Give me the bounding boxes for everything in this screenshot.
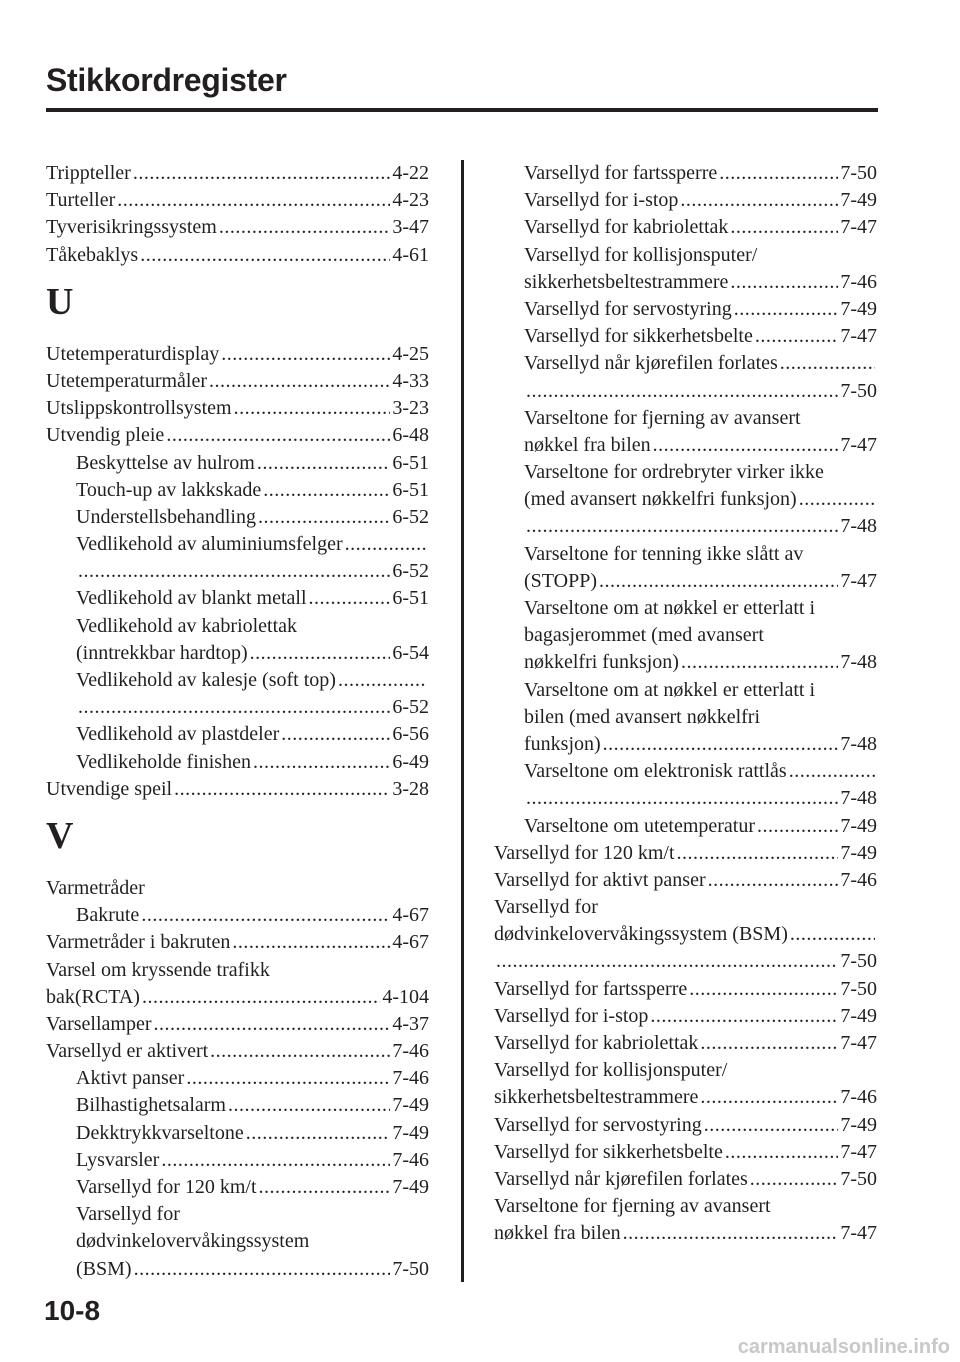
- dot-leader: [221, 341, 390, 368]
- dot-leader: [780, 350, 875, 377]
- entry-label: Tyverisikringssystem: [46, 216, 217, 239]
- dot-leader: [253, 749, 390, 776]
- index-entry: [46, 957, 429, 984]
- entry-label: Bakrute: [76, 904, 140, 927]
- index-subentry: [46, 640, 429, 667]
- column-divider: [461, 160, 464, 1282]
- entry-label: bilen (med avansert nøkkelfri: [524, 705, 761, 728]
- entry-label: Varseltone for fjerning av avansert: [524, 406, 801, 429]
- dot-leader: [142, 984, 380, 1011]
- index-subentry: [494, 323, 877, 350]
- index-subentry: [46, 613, 429, 640]
- dot-leader: [246, 1120, 391, 1147]
- entry-label: Tåkebaklys: [46, 243, 139, 266]
- page-reference: 4-67: [392, 904, 429, 927]
- entry-label: Varsellyd for: [494, 896, 598, 919]
- entry-label: Turteller: [46, 189, 116, 212]
- dot-leader: [757, 813, 838, 840]
- entry-label: (inntrekkbar hardtop): [76, 641, 248, 664]
- dot-leader: [789, 758, 875, 785]
- dot-leader: [755, 323, 839, 350]
- entry-label: Varseltone om utetemperatur: [524, 814, 756, 837]
- entry-label: Varseltone om at nøkkel er etterlatt i: [524, 597, 816, 619]
- entry-label: Utvendig pleie: [46, 424, 165, 447]
- dot-leader: [599, 568, 838, 595]
- dot-leader: [174, 776, 390, 803]
- page-reference: 7-46: [840, 1086, 877, 1109]
- entry-label: Varseltone for ordrebryter virker ikke: [524, 461, 824, 484]
- index-subentry: [494, 677, 877, 704]
- index-subentry: [494, 785, 877, 812]
- index-entry: [46, 422, 429, 449]
- index-subentry: [46, 531, 429, 558]
- dot-leader: [790, 921, 875, 948]
- dot-leader: [623, 1220, 839, 1247]
- entry-label: bak(RCTA): [46, 985, 140, 1008]
- page-reference: 7-49: [392, 1121, 429, 1144]
- page-reference: 7-47: [840, 1222, 877, 1245]
- page-reference: 3-47: [392, 216, 429, 239]
- page-number: 10-8: [44, 1295, 101, 1326]
- page-reference: 6-51: [392, 587, 429, 610]
- index-entry: [494, 1003, 877, 1030]
- page-reference: 7-49: [840, 814, 877, 837]
- entry-label: Varseltone om at nøkkel er etterlatt i: [524, 678, 816, 701]
- page-reference: 7-46: [392, 1148, 429, 1171]
- entry-label: Vedlikehold av blankt metall: [76, 587, 307, 610]
- dot-leader: [209, 368, 390, 395]
- index-subentry: [494, 541, 877, 568]
- dot-leader: [250, 640, 391, 667]
- dot-leader: [680, 187, 838, 214]
- entry-label: Vedlikeholde finishen: [76, 750, 251, 773]
- index-subentry: [46, 1256, 429, 1283]
- index-letter-heading: U: [46, 280, 74, 323]
- entry-label: Varsellyd er aktivert: [46, 1040, 209, 1063]
- entry-label: Varsellyd når kjørefilen forlates: [524, 352, 778, 375]
- index-entry: [46, 341, 429, 368]
- dot-leader: [719, 160, 838, 187]
- dot-leader: [117, 187, 390, 214]
- index-subentry: [494, 568, 877, 595]
- entry-label: Vedlikehold av kalesje (soft top): [76, 669, 336, 691]
- entry-label: nøkkel fra bilen: [524, 433, 651, 456]
- dot-leader: [140, 242, 390, 269]
- entry-label: Varseltone for fjerning av avansert: [494, 1195, 771, 1218]
- entry-label: funksjon): [524, 732, 601, 755]
- watermark: carmanualsonline.info: [737, 1336, 950, 1358]
- index-subentry: [494, 731, 877, 758]
- dot-leader: [258, 504, 390, 531]
- entry-label: nøkkel fra bilen: [494, 1222, 621, 1245]
- index-entry: [46, 395, 429, 422]
- page-reference: 7-46: [840, 270, 877, 293]
- entry-label: Lysvarsler: [76, 1148, 160, 1171]
- entry-label: sikkerhetsbeltestrammere: [524, 270, 729, 293]
- index-subentry: [46, 1120, 429, 1147]
- page-reference: 4-33: [392, 369, 429, 392]
- entry-label: Utetemperaturdisplay: [46, 342, 220, 365]
- page-reference: 6-52: [392, 560, 429, 583]
- page-reference: 7-46: [840, 868, 877, 891]
- dot-leader: [704, 1112, 839, 1139]
- entry-label: Varsellyd for servostyring: [494, 1113, 702, 1136]
- dot-leader: [259, 1174, 391, 1201]
- index-subentry: [494, 459, 877, 486]
- entry-label: Varseltone om elektronisk rattlås: [524, 760, 787, 783]
- entry-label: Varmetråder: [46, 876, 145, 899]
- page-reference: 7-47: [840, 216, 877, 239]
- entry-label: Varsellyd for kollisjonsputer/: [524, 243, 758, 266]
- index-entry: [46, 368, 429, 395]
- index-subentry: [46, 694, 429, 721]
- index-subentry: [494, 704, 877, 731]
- page-reference: 4-25: [392, 342, 429, 365]
- entry-label: dødvinkelovervåkingssystem: [76, 1230, 310, 1253]
- page-reference: 7-50: [840, 162, 877, 184]
- page-reference: 7-50: [840, 977, 877, 1000]
- entry-label: Trippteller: [46, 162, 131, 184]
- index-entry: [494, 894, 877, 921]
- entry-label: Bilhastighetsalarm: [76, 1094, 226, 1117]
- index-subentry: [494, 595, 877, 622]
- page-reference: 7-46: [392, 1040, 429, 1063]
- index-entry: [46, 242, 429, 269]
- entry-label: Varsellyd for fartssperre: [524, 162, 718, 184]
- page-reference: 7-50: [840, 950, 877, 973]
- dot-leader: [234, 395, 391, 422]
- entry-label: Varsellyd for kabriolettak: [494, 1032, 699, 1054]
- index-entry: [46, 929, 429, 956]
- index-column-right: [494, 160, 877, 1248]
- dot-leader: [281, 721, 390, 748]
- index-entry: [494, 1220, 877, 1247]
- page-reference: 3-28: [392, 777, 429, 800]
- index-subentry: [46, 1065, 429, 1092]
- page-reference: 4-67: [392, 931, 429, 954]
- index-entry: [46, 214, 429, 241]
- entry-label: Varmetråder i bakruten: [46, 931, 231, 954]
- page-reference: 7-47: [840, 325, 877, 348]
- dot-leader: [133, 160, 391, 187]
- entry-label: Vedlikehold av plastdeler: [76, 723, 280, 746]
- page-reference: 7-47: [840, 1140, 877, 1163]
- page-reference: 7-49: [392, 1176, 429, 1198]
- index-entry: [494, 948, 877, 975]
- index-subentry: [494, 622, 877, 649]
- page-reference: 7-49: [840, 841, 877, 864]
- entry-label: Dekktrykkvarseltone: [76, 1121, 244, 1144]
- dot-leader: [154, 1011, 391, 1038]
- page-reference: 7-49: [392, 1094, 429, 1117]
- index-subentry: [46, 1147, 429, 1174]
- index-subentry: [494, 242, 877, 269]
- index-subentry: [494, 296, 877, 323]
- dot-leader: [750, 1166, 839, 1193]
- entry-label: Varsellyd for sikkerhetsbelte: [524, 325, 753, 348]
- index-entry: [46, 984, 429, 1011]
- page-reference: 4-104: [382, 985, 429, 1008]
- index-subentry: [494, 432, 877, 459]
- index-entry: [494, 1139, 877, 1166]
- dot-leader: [309, 585, 391, 612]
- index-subentry: [46, 902, 429, 929]
- dot-leader: [257, 450, 390, 477]
- index-subentry: [494, 758, 877, 785]
- index-entry: [494, 1193, 877, 1220]
- index-entry: [494, 840, 877, 867]
- index-subentry: [46, 504, 429, 531]
- page-title: Stikkordregister: [46, 62, 287, 98]
- dot-leader: [338, 667, 427, 694]
- page-reference: 3-23: [392, 397, 429, 420]
- page-reference: 7-49: [840, 189, 877, 212]
- index-subentry: [46, 585, 429, 612]
- entry-label: Varsellyd for 120 km/t: [76, 1176, 257, 1198]
- index-entry: [46, 1038, 429, 1065]
- dot-leader: [700, 1030, 838, 1057]
- page-reference: 7-47: [840, 433, 877, 456]
- page-reference: 7-48: [840, 732, 877, 755]
- index-subentry: [494, 513, 877, 540]
- dot-leader: [677, 840, 839, 867]
- entry-label: bagasjerommet (med avansert: [524, 624, 764, 647]
- index-entry: [46, 160, 429, 187]
- entry-label: Touch-up av lakkskade: [76, 478, 262, 501]
- index-subentry: [494, 214, 877, 241]
- index-subentry: [46, 1174, 429, 1201]
- dot-leader: [263, 477, 390, 504]
- entry-label: Beskyttelse av hulrom: [76, 451, 255, 474]
- entry-label: Varsellyd for sikkerhetsbelte: [494, 1140, 723, 1163]
- entry-label: (med avansert nøkkelfri funksjon): [524, 488, 797, 511]
- index-subentry: [494, 486, 877, 513]
- dot-leader: [232, 929, 390, 956]
- page-reference: 7-47: [840, 569, 877, 592]
- page-reference: 7-48: [840, 515, 877, 538]
- page-reference: 6-52: [392, 505, 429, 528]
- page-reference: 7-50: [392, 1257, 429, 1280]
- dot-leader: [734, 296, 839, 323]
- page-reference: 6-49: [392, 750, 429, 773]
- entry-label: Varsellamper: [46, 1012, 152, 1035]
- index-subentry: [494, 405, 877, 432]
- entry-label: Understellsbehandling: [76, 505, 256, 528]
- entry-label: nøkkelfri funksjon): [524, 651, 679, 674]
- dot-leader: [681, 649, 838, 676]
- dot-leader: [603, 731, 839, 758]
- index-subentry: [494, 269, 877, 296]
- page-reference: 4-61: [392, 243, 429, 266]
- page-reference: 7-49: [840, 297, 877, 320]
- entry-label: Utvendige speil: [46, 777, 173, 800]
- index-subentry: [494, 160, 877, 187]
- index-subentry: [46, 477, 429, 504]
- dot-leader: [161, 1147, 390, 1174]
- dot-leader: [725, 1139, 839, 1166]
- entry-label: Varsellyd for i-stop: [494, 1004, 649, 1027]
- entry-label: Utslippskontrollsystem: [46, 397, 232, 420]
- entry-label: Varsel om kryssende trafikk: [46, 958, 270, 981]
- entry-label: Varsellyd for servostyring: [524, 297, 732, 320]
- dot-leader: [799, 486, 875, 513]
- index-entry: [494, 1057, 877, 1084]
- index-entry: [494, 1030, 877, 1057]
- dot-leader: [496, 948, 838, 975]
- entry-label: Varsellyd for: [76, 1203, 180, 1226]
- entry-label: (BSM): [76, 1257, 132, 1280]
- page-reference: 7-50: [840, 379, 877, 402]
- dot-leader: [526, 785, 838, 812]
- index-entry: [46, 187, 429, 214]
- page-reference: 6-52: [392, 696, 429, 719]
- entry-label: Vedlikehold av aluminiumsfelger: [76, 533, 343, 556]
- dot-leader: [78, 694, 390, 721]
- entry-label: Varsellyd for aktivt panser: [494, 868, 706, 891]
- dot-leader: [228, 1092, 390, 1119]
- index-entry: [46, 875, 429, 902]
- index-subentry: [46, 450, 429, 477]
- entry-label: Varsellyd for kabriolettak: [524, 216, 729, 239]
- page-reference: 6-48: [392, 424, 429, 447]
- page-reference: 4-23: [392, 189, 429, 212]
- page-reference: 7-46: [392, 1067, 429, 1090]
- entry-label: Utetemperaturmåler: [46, 369, 208, 392]
- dot-leader: [219, 214, 391, 241]
- title-rule: [46, 108, 878, 112]
- entry-label: sikkerhetsbeltestrammere: [494, 1086, 699, 1109]
- dot-leader: [708, 867, 839, 894]
- entry-label: Varseltone for tenning ikke slått av: [524, 542, 804, 565]
- page-reference: 7-49: [840, 1004, 877, 1027]
- index-entry: [494, 867, 877, 894]
- index-subentry: [46, 721, 429, 748]
- index-entry: [494, 1166, 877, 1193]
- dot-leader: [210, 1038, 390, 1065]
- index-subentry: [46, 1092, 429, 1119]
- dot-leader: [345, 531, 427, 558]
- page-reference: 6-51: [392, 478, 429, 501]
- entry-label: Varsellyd for i-stop: [524, 189, 679, 212]
- index-entry: [494, 976, 877, 1003]
- dot-leader: [78, 558, 390, 585]
- entry-label: Varsellyd for 120 km/t: [494, 841, 675, 864]
- dot-leader: [141, 902, 390, 929]
- index-entry: [494, 921, 877, 948]
- index-entry: [494, 1112, 877, 1139]
- page-reference: 4-22: [392, 162, 429, 184]
- page-reference: 6-54: [392, 641, 429, 664]
- dot-leader: [689, 976, 838, 1003]
- dot-leader: [700, 1084, 838, 1111]
- index-column-left: [46, 160, 429, 1283]
- dot-leader: [166, 422, 390, 449]
- index-subentry: [494, 649, 877, 676]
- entry-label: Vedlikehold av kabriolettak: [76, 614, 298, 637]
- index-entry: [46, 1011, 429, 1038]
- dot-leader: [730, 269, 838, 296]
- index-subentry: [46, 1201, 429, 1228]
- index-entry: [46, 776, 429, 803]
- dot-leader: [186, 1065, 390, 1092]
- index-subentry: [46, 749, 429, 776]
- page-reference: 7-50: [840, 1167, 877, 1190]
- entry-label: Varsellyd for kollisjonsputer/: [494, 1059, 728, 1082]
- entry-label: (STOPP): [524, 569, 597, 592]
- index-letter-heading: V: [46, 814, 74, 857]
- index-subentry: [494, 187, 877, 214]
- page-reference: 7-47: [840, 1032, 877, 1054]
- dot-leader: [730, 214, 838, 241]
- dot-leader: [526, 378, 838, 405]
- page-reference: 6-56: [392, 723, 429, 746]
- dot-leader: [650, 1003, 838, 1030]
- dot-leader: [526, 513, 838, 540]
- page-reference: 4-37: [392, 1012, 429, 1035]
- index-subentry: [494, 350, 877, 377]
- index-subentry: [46, 558, 429, 585]
- index-subentry: [46, 1228, 429, 1255]
- page-reference: 7-48: [840, 787, 877, 810]
- index-subentry: [46, 667, 429, 694]
- index-entry: [494, 1084, 877, 1111]
- index-subentry: [494, 378, 877, 405]
- entry-label: Varsellyd når kjørefilen forlates: [494, 1167, 748, 1190]
- index-subentry: [494, 813, 877, 840]
- page-reference: 7-48: [840, 651, 877, 674]
- entry-label: dødvinkelovervåkingssystem (BSM): [494, 923, 788, 946]
- entry-label: Varsellyd for fartssperre: [494, 977, 688, 1000]
- dot-leader: [653, 432, 839, 459]
- entry-label: Aktivt panser: [76, 1067, 185, 1090]
- page-reference: 7-49: [840, 1113, 877, 1136]
- page-reference: 6-51: [392, 451, 429, 474]
- dot-leader: [134, 1256, 391, 1283]
